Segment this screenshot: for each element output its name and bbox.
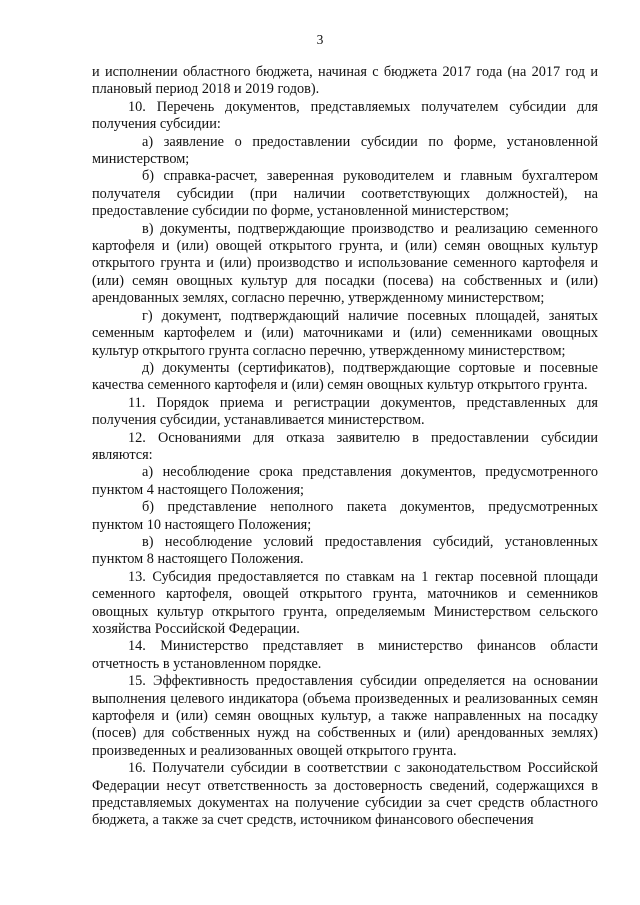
paragraph-10b: б) справка-расчет, заверенная руководителем и главным бухгалтером получателя субсидии (при наличии соответствующих должностей), на предоставление субсидии по форме, установленной министерством;: [92, 168, 598, 220]
document-body: [92, 64, 598, 830]
paragraph-10d: д) документы (сертификатов), подтверждающие сортовые и посевные качества семенного картофеля и (или) семян овощных культур открытого грунта.: [92, 359, 598, 394]
paragraph-10g: г) документ, подтверждающий наличие посевных площадей, занятых семенным картофелем и (или) маточниками и (или) семенниками овощных культур открытого грунта согласно перечню, утвержденному министерством;: [92, 307, 598, 359]
paragraph-15: 15. Эффективность предоставления субсидии определяется на основании выполнения целевого индикатора (объема произведенных и реализованных семян картофеля и (или) семян овощных культур, а также направленных на посадку (посев) для собственных нужд на собственных и (или) арендованных землях) произведенных и реализованных овощей открытого грунта.: [92, 673, 598, 759]
paragraph-12b: б) представление неполного пакета документов, предусмотренных пунктом 10 настоящего Положения;: [92, 499, 598, 533]
paragraph-16: 16. Получатели субсидии в соответствии с законодательством Российской Федерации несут ответственность за достоверность сведений, содержащихся в представляемых документах на получение субсидии за счет средств областного бюджета, а также за счет средств, источником финансового обеспечения: [92, 760, 598, 829]
paragraph-12: 12. Основаниями для отказа заявителю в предоставлении субсидии являются:: [92, 429, 598, 463]
paragraph-13: 13. Субсидия предоставляется по ставкам на 1 гектар посевной площади семенного картофеля, овощей открытого грунта, маточников и семенников овощных культур открытого грунта, определяемым Министерством сельского хозяйства Российской Федерации.: [92, 568, 598, 637]
paragraph-11: 11. Порядок приема и регистрации документов, представленных для получения субсидии, устанавливается министерством.: [92, 394, 598, 429]
paragraph-10: 10. Перечень документов, представляемых получателем субсидии для получения субсидии:: [92, 98, 598, 133]
paragraph-14: 14. Министерство представляет в министерство финансов области отчетность в установленном порядке.: [92, 638, 598, 672]
paragraph-12a: а) несоблюдение срока представления документов, предусмотренного пунктом 4 настоящего Положения;: [92, 464, 598, 498]
paragraph-10a: а) заявление о предоставлении субсидии по форме, установленной министерством;: [92, 133, 598, 168]
paragraph-10v: в) документы, подтверждающие производство и реализацию семенного картофеля и (или) овощей открытого грунта, и (или) семян овощных культур открытого грунта и (или) производство и использование семенного картофеля и (или) семян овощных культур для посадки (посева) на собственных и (или) арендованных землях, согласно перечню, утвержденному министерством;: [92, 220, 598, 307]
paragraph-continuation: и исполнении областного бюджета, начиная с бюджета 2017 года (на 2017 год и плановый период 2018 и 2019 годов).: [92, 64, 598, 98]
paragraph-12v: в) несоблюдение условий предоставления субсидий, установленных пунктом 8 настоящего Положения.: [92, 533, 598, 568]
page-number: 3: [316, 32, 324, 47]
